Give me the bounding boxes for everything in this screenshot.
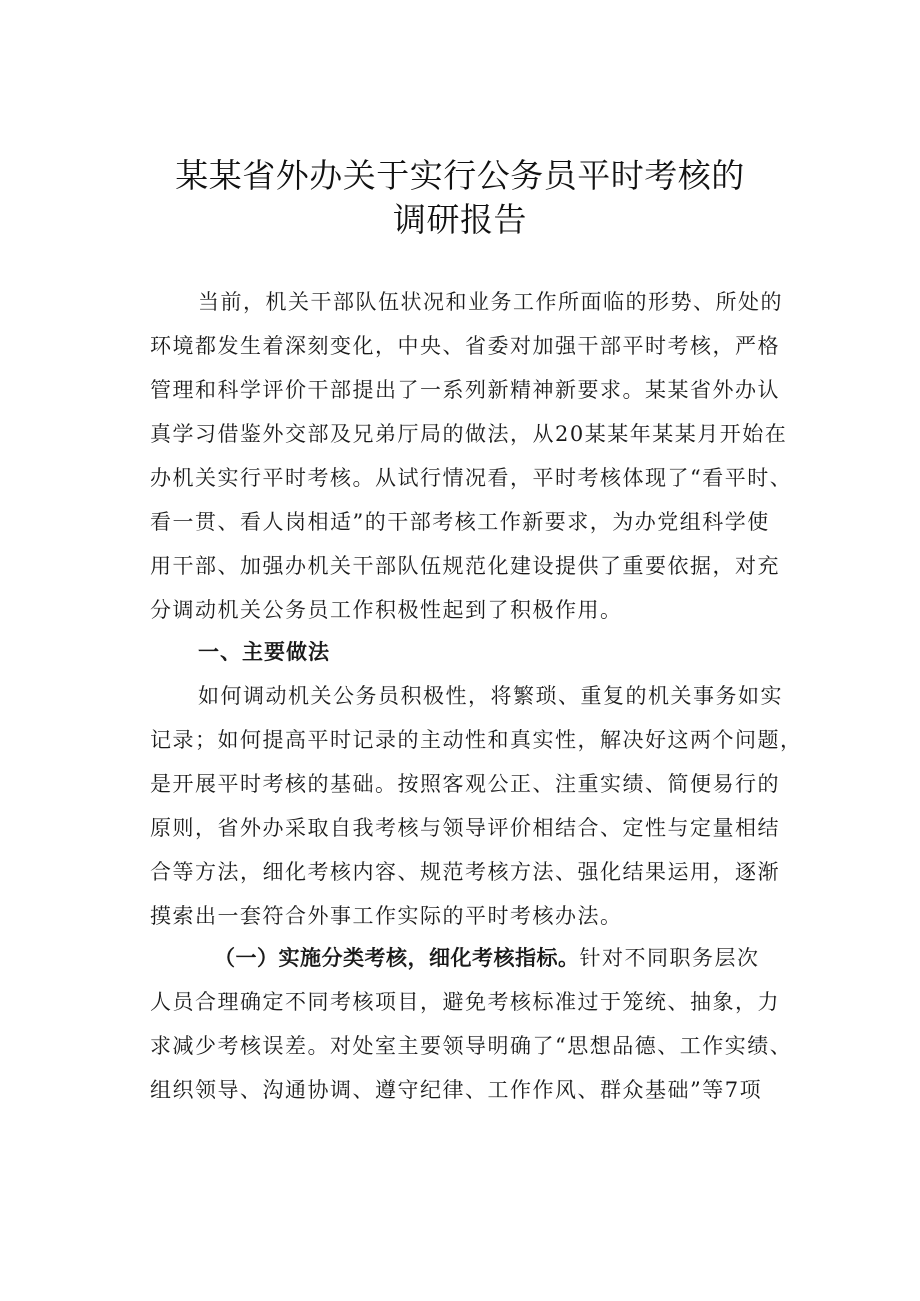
section-line: 原则，省外办采取自我考核与领导评价相结合、定性与定量相结 [150,816,780,840]
intro-line: 分调动机关公务员工作积极性起到了积极作用。 [150,598,623,622]
intro-line: 看一贯、看人岗相适”的干部考核工作新要求，为办党组科学使 [150,510,770,534]
intro-line: 管理和科学评价干部提出了一系列新精神新要求。某某省外办认 [150,378,780,402]
intro-line: 环境都发生着深刻变化，中央、省委对加强干部平时考核，严格 [150,334,780,358]
section-line: 是开展平时考核的基础。按照客观公正、注重实绩、简便易行的 [150,772,780,796]
subsection-line: 人员合理确定不同考核项目，避免考核标准过于笼统、抽象，力 [150,990,780,1014]
intro-line: 当前，机关干部队伍状况和业务工作所面临的形势、所处的 [198,290,783,314]
document-title-line-1: 某某省外办关于实行公务员平时考核的 [175,156,745,195]
section-line: 合等方法，细化考核内容、规范考核方法、强化结果运用，逐渐 [150,860,780,884]
intro-line: 用干部、加强办机关干部队伍规范化建设提供了重要依据，对充 [150,554,780,578]
subsection-heading: （一）实施分类考核，细化考核指标。 [214,946,580,970]
intro-line: 真学习借鉴外交部及兄弟厅局的做法，从20某某年某某月开始在 [150,422,788,446]
section-line: 如何调动机关公务员积极性，将繁琐、重复的机关事务如实 [198,684,783,708]
section-line: 记录；如何提高平时记录的主动性和真实性，解决好这两个问题， [150,728,803,752]
subsection-first-line [214,938,810,978]
subsection-line: 求减少考核误差。对处室主要领导明确了“思想品德、工作实绩、 [150,1034,793,1058]
subsection-line: 组织领导、沟通协调、遵守纪律、工作作风、群众基础”等7项 [150,1078,763,1102]
document-title-line-2: 调研报告 [393,200,527,239]
intro-line: 办机关实行平时考核。从试行情况看，平时考核体现了“看平时、 [150,466,793,490]
section-heading: 一、主要做法 [198,640,330,664]
section-line: 摸索出一套符合外事工作实际的平时考核办法。 [150,904,623,928]
subsection-first-line-rest: 针对不同职务层次 [579,946,760,970]
